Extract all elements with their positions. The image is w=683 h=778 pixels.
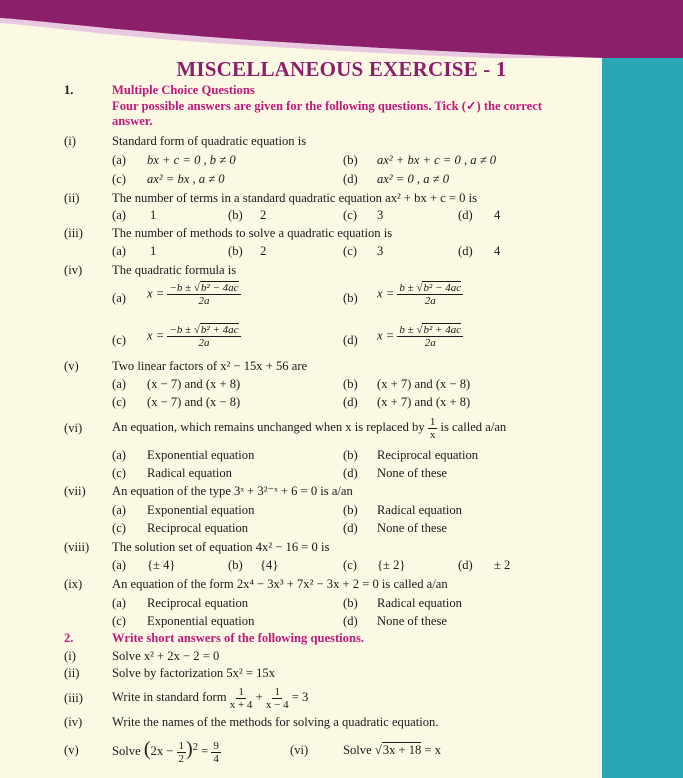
question-number: (iii): [64, 691, 83, 705]
option-label: (c): [343, 208, 357, 222]
option-text: Reciprocal equation: [147, 521, 249, 535]
formula-fraction: [397, 282, 463, 307]
option-label: (c): [112, 466, 126, 480]
option-label: (c): [112, 395, 126, 409]
formula-denominator: 2a: [198, 337, 210, 349]
formula-fraction: [167, 282, 240, 307]
option-text: bx + c = 0 , b ≠ 0: [147, 153, 236, 167]
option-label: (a): [112, 208, 126, 222]
question-number: (v): [64, 743, 79, 757]
option-text: Reciprocal equation: [147, 596, 249, 610]
fraction-denominator: 4: [213, 752, 219, 765]
question-number: (vi): [64, 421, 83, 435]
question-text: [343, 742, 441, 758]
section-heading: Multiple Choice Questions: [112, 83, 255, 97]
option-label: (b): [343, 448, 358, 462]
option-text: 1: [150, 208, 157, 222]
option-label: (a): [112, 503, 126, 517]
option-label: (b): [343, 291, 358, 305]
question-text: An equation of the form 2x⁴ − 3x³ + 7x² − 3x + 2 = 0 is called a/an: [112, 577, 448, 591]
paren: (: [143, 738, 151, 761]
equals-sign: =: [201, 744, 209, 759]
option-label: (d): [343, 333, 358, 347]
option-text: ± 2: [494, 558, 511, 572]
header-band: [0, 0, 683, 58]
option-label: (b): [228, 558, 243, 572]
option-label: (d): [343, 466, 358, 480]
option-text: {± 2}: [377, 558, 406, 572]
expression: 2x −: [150, 744, 174, 759]
question-number: (ix): [64, 577, 83, 591]
section-heading: Write short answers of the following questions.: [112, 631, 364, 645]
option-label: (c): [112, 521, 126, 535]
question-number: (i): [64, 134, 76, 148]
radicand: 3x + 18: [382, 743, 422, 757]
option-label: (b): [343, 503, 358, 517]
option-label: (d): [343, 395, 358, 409]
reciprocal-fraction: [428, 416, 438, 441]
option-label: (d): [343, 614, 358, 628]
page-title: MISCELLANEOUS EXERCISE - 1: [176, 57, 507, 81]
section-number: 2.: [64, 631, 74, 645]
option-text: 1: [150, 244, 157, 258]
section-number: 1.: [64, 83, 74, 97]
question-text: Two linear factors of x² − 15x + 56 are: [112, 359, 308, 373]
option-label: (c): [112, 333, 126, 347]
question-number: (ii): [64, 666, 80, 680]
option-text: 2: [260, 208, 267, 222]
fraction: [177, 740, 187, 765]
formula-numerator: −b ± √: [169, 282, 200, 294]
fraction-numerator: 1: [238, 685, 244, 698]
option-text: Exponential equation: [147, 503, 255, 517]
option-text: {± 4}: [147, 558, 176, 572]
option-label: (b): [343, 377, 358, 391]
formula-d: [377, 324, 463, 349]
question-number: (iv): [64, 263, 83, 277]
option-text: {4}: [260, 558, 279, 572]
formula-radicand: b² + 4ac: [200, 324, 239, 336]
fraction-numerator: 1: [274, 685, 280, 698]
option-label: (a): [112, 558, 126, 572]
option-label: (d): [458, 558, 473, 572]
option-text: (x + 7) and (x + 8): [377, 395, 471, 409]
x-equals: x =: [377, 328, 395, 343]
option-label: (c): [343, 558, 357, 572]
question-text-part: Write in standard form: [112, 690, 227, 704]
question-number: (iv): [64, 715, 83, 729]
exponent: 2: [192, 742, 198, 753]
fraction-denominator: x + 4: [229, 698, 253, 711]
question-text: The number of methods to solve a quadratic equation is: [112, 226, 393, 240]
fraction-numerator: 9: [213, 739, 219, 752]
fraction: [230, 686, 253, 711]
option-label: (b): [228, 244, 243, 258]
option-text: ax² = bx , a ≠ 0: [147, 172, 225, 186]
option-label: (d): [343, 172, 358, 186]
question-text-part: An equation, which remains unchanged when x is replaced by: [112, 420, 425, 434]
option-label: (b): [228, 208, 243, 222]
fraction-denominator: 2: [178, 752, 185, 765]
question-text: Write the names of the methods for solving a quadratic equation.: [112, 715, 439, 729]
option-text: ax² + bx + c = 0 , a ≠ 0: [377, 153, 497, 167]
question-text: [112, 414, 506, 441]
instruction-line: answer.: [112, 114, 153, 128]
option-label: (a): [112, 448, 126, 462]
question-text: [112, 683, 308, 711]
option-text: None of these: [377, 521, 447, 535]
option-label: (c): [112, 614, 126, 628]
question-number: (v): [64, 359, 79, 373]
question-text: The number of terms in a standard quadratic equation ax² + bx + c = 0 is: [112, 191, 478, 205]
option-text: (x − 7) and (x + 8): [147, 377, 241, 391]
option-text: 3: [377, 244, 384, 258]
question-text: An equation of the type 3ˣ + 3²⁻ˣ + 6 = 0 is a/an: [112, 484, 353, 498]
instruction-line: Four possible answers are given for the following questions. Tick (✓) the correct: [112, 99, 542, 113]
option-text: 2: [260, 244, 267, 258]
sqrt-symbol: √: [374, 743, 382, 757]
formula-fraction: [167, 324, 240, 349]
question-number: (vi): [290, 743, 309, 757]
question-text: The solution set of equation 4x² − 16 = 0 is: [112, 540, 330, 554]
option-label: (a): [112, 244, 126, 258]
paren: ): [186, 738, 193, 761]
formula-radicand: b² − 4ac: [200, 282, 239, 294]
fraction-numerator: 1: [178, 739, 185, 752]
formula-c: [147, 324, 241, 349]
plus-sign: +: [255, 690, 263, 704]
formula-denominator: 2a: [424, 337, 436, 349]
option-text: Radical equation: [377, 503, 462, 517]
option-text: 4: [494, 208, 501, 222]
option-text: ax² = 0 , a ≠ 0: [377, 172, 450, 186]
formula-radicand: b² + 4ac: [423, 324, 462, 336]
formula-numerator: b ± √: [399, 282, 423, 294]
question-number: (ii): [64, 191, 80, 205]
question-text: The quadratic formula is: [112, 263, 237, 277]
question-text-part: Solve: [112, 744, 141, 759]
fraction-denominator: x: [429, 428, 436, 441]
formula-numerator: −b ± √: [169, 324, 200, 336]
x-equals: x =: [377, 286, 395, 301]
formula-a: [147, 282, 241, 307]
option-text: Exponential equation: [147, 614, 255, 628]
question-text-part: is called a/an: [440, 420, 507, 434]
option-text: 3: [377, 208, 384, 222]
option-label: (c): [343, 244, 357, 258]
option-label: (d): [343, 521, 358, 535]
option-label: (b): [343, 596, 358, 610]
x-equals: x =: [147, 286, 165, 301]
option-text: Radical equation: [147, 466, 232, 480]
option-text: (x + 7) and (x − 8): [377, 377, 471, 391]
question-number: (iii): [64, 226, 83, 240]
question-text: Solve x² + 2x − 2 = 0: [112, 649, 220, 663]
option-label: (d): [458, 208, 473, 222]
option-text: (x − 7) and (x − 8): [147, 395, 241, 409]
option-text: Exponential equation: [147, 448, 255, 462]
option-text: 4: [494, 244, 501, 258]
option-text: None of these: [377, 466, 447, 480]
option-label: (b): [343, 153, 358, 167]
fraction-denominator: x − 4: [265, 698, 289, 711]
option-label: (a): [112, 291, 126, 305]
side-band: [602, 58, 683, 778]
question-number: (viii): [64, 540, 90, 554]
option-label: (a): [112, 377, 126, 391]
equation-rhs: = x: [424, 743, 442, 757]
fraction-numerator: 1: [429, 415, 436, 428]
formula-radicand: b² − 4ac: [423, 282, 462, 294]
x-equals: x =: [147, 328, 165, 343]
fraction: [211, 740, 221, 765]
question-number: (i): [64, 649, 76, 663]
option-label: (a): [112, 153, 126, 167]
question-text: [112, 733, 221, 766]
question-text-part: Solve: [343, 743, 372, 757]
formula-fraction: [397, 324, 463, 349]
question-text: Solve by factorization 5x² = 15x: [112, 666, 276, 680]
formula-denominator: 2a: [198, 295, 210, 307]
option-label: (d): [458, 244, 473, 258]
option-text: Radical equation: [377, 596, 462, 610]
option-label: (c): [112, 172, 126, 186]
question-number: (vii): [64, 484, 86, 498]
option-label: (a): [112, 596, 126, 610]
equation-rhs: = 3: [291, 690, 309, 704]
option-text: Reciprocal equation: [377, 448, 479, 462]
option-text: None of these: [377, 614, 447, 628]
formula-denominator: 2a: [424, 295, 436, 307]
fraction: [266, 686, 289, 711]
formula-numerator: b ± √: [399, 324, 423, 336]
question-text: Standard form of quadratic equation is: [112, 134, 307, 148]
formula-b: [377, 282, 463, 307]
